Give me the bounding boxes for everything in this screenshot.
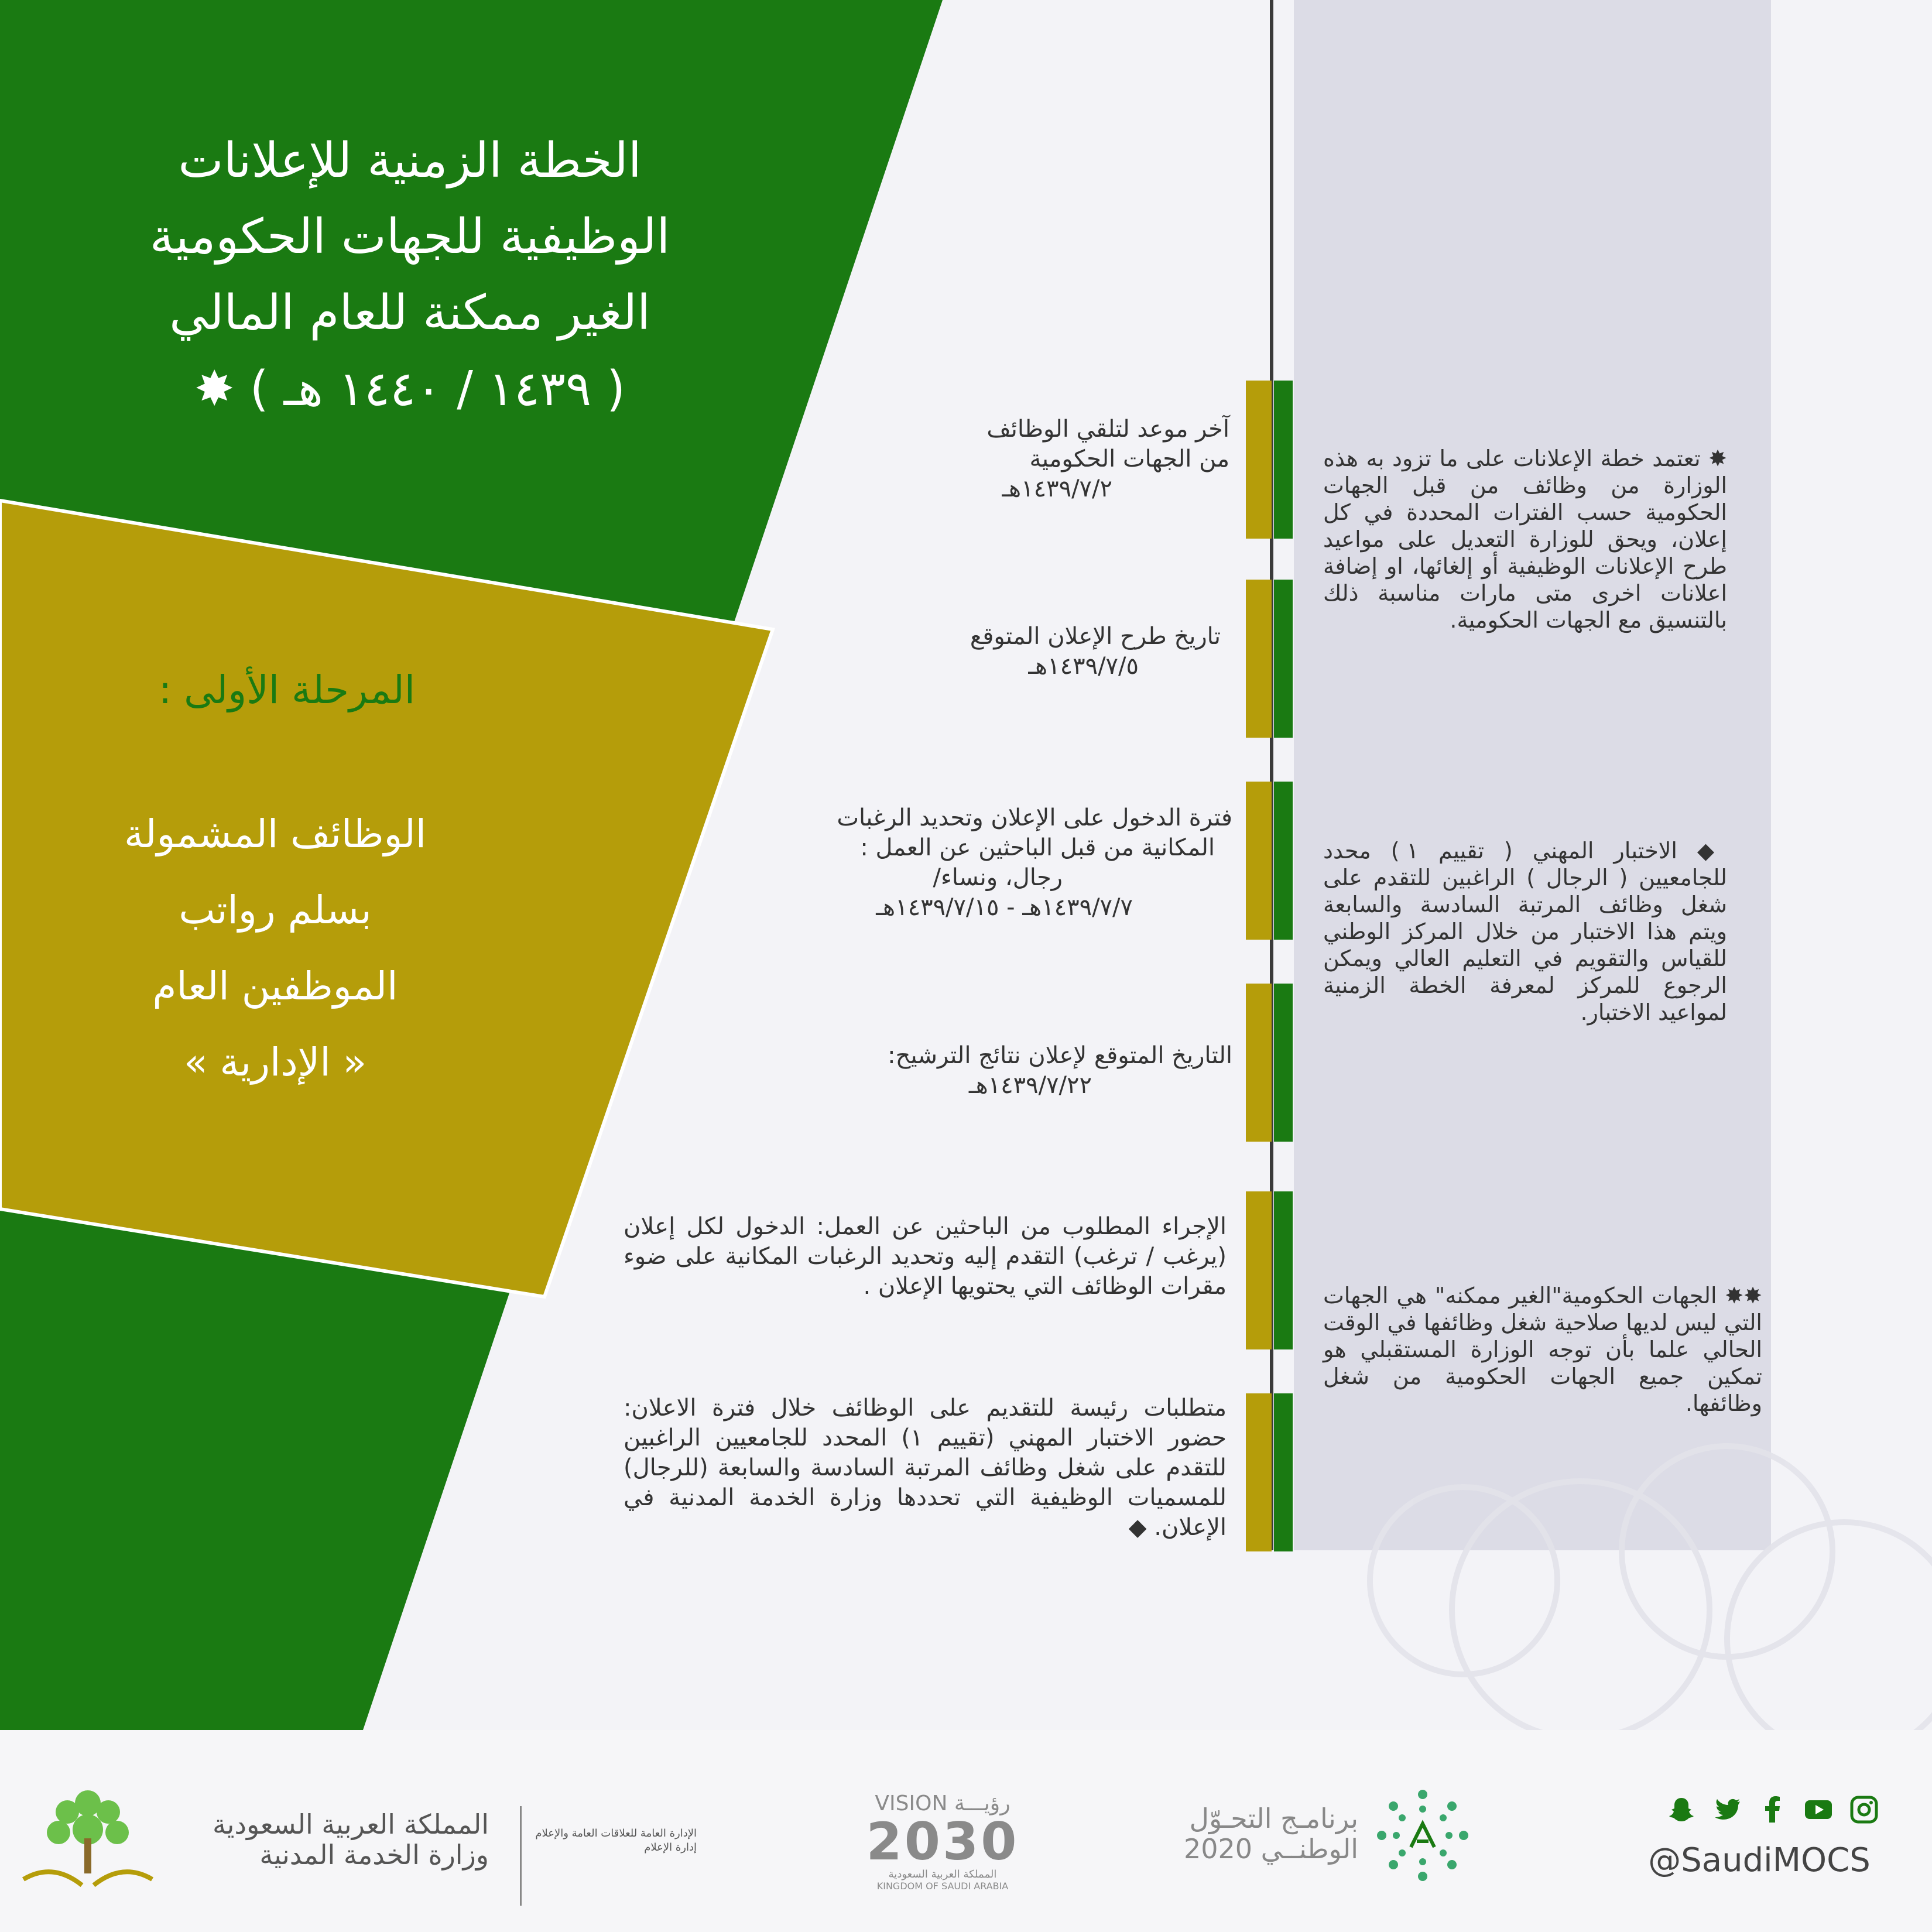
social-handle[interactable]: @SaudiMOCS	[1648, 1841, 1871, 1879]
timeline-marker	[1274, 580, 1293, 738]
phase-label: المرحلة الأولى :	[158, 667, 416, 712]
fiscal-year: ( ١٤٣٩ / ١٤٤٠ هـ )	[249, 361, 626, 417]
timeline-marker	[1274, 1393, 1293, 1551]
step-text: من الجهات الحكومية	[1029, 446, 1229, 472]
program-title	[1165, 1803, 1358, 1864]
timeline-marker	[1274, 984, 1293, 1142]
step-date: ١٤٣٩/٧/٧هـ - ١٤٣٩/٧/١٥هـ	[876, 894, 1133, 921]
vision-en: VISION	[875, 1791, 948, 1815]
step-text: التاريخ المتوقع لإعلان نتائج الترشيح:	[888, 1042, 1232, 1069]
note-plan: ✸ تعتمد خطة الإعلانات على ما تزود به هذه الوزارة من وظائف من قبل الجهات الحكومية حسب الفترات المحددة في كل إعلان، ويحق للوزارة التعديل على مواعيد طرح الإعلانات الوظيفية أو إلغائها، او إضافة اعلانات اخرى متى مارات مناسبة ذلك بالتنسيق مع الجهات الحكومية.	[1323, 446, 1727, 633]
timeline-step	[703, 803, 1232, 923]
ministry-line: المملكة العربية السعودية	[213, 1808, 489, 1840]
phase-line-2: بسلم رواتب	[179, 888, 372, 933]
department-line: الإدارة العامة للعلاقات العامة والإعلام	[535, 1827, 697, 1839]
program-line: برنامـج التحـوّل	[1189, 1803, 1358, 1834]
title-line-4	[88, 351, 732, 427]
step-date: ١٤٣٩/٧/٢هـ	[1002, 475, 1112, 502]
timeline-marker	[1246, 1191, 1272, 1349]
timeline-marker	[1246, 1393, 1272, 1551]
department-line: إدارة الإعلام	[644, 1841, 697, 1854]
phase-line-1: الوظائف المشمولة	[124, 811, 427, 857]
phase-line-3: الموظفين العام	[152, 964, 398, 1009]
title-line-3: الغير ممكنة للعام المالي	[169, 285, 650, 341]
step-date: ١٤٣٩/٧/٢٢هـ	[968, 1072, 1092, 1099]
timeline-marker	[1274, 1191, 1293, 1349]
title-line-1: الخطة الزمنية للإعلانات	[178, 133, 642, 189]
step-text: فترة الدخول على الإعلان وتحديد الرغبات	[837, 804, 1232, 831]
timeline-step: الإجراء المطلوب من الباحثين عن العمل: الدخول لكل إعلان (يرغب / ترغب) التقدم إليه وتحديد الرغبات المكانية على ضوء مقرات الوظائف التي يحتويها الإعلان .	[624, 1213, 1227, 1300]
timeline-marker	[1274, 782, 1293, 940]
ministry-line: وزارة الخدمة المدنية	[259, 1839, 489, 1871]
timeline-marker	[1246, 381, 1272, 539]
main-title	[88, 123, 732, 427]
facebook-icon[interactable]	[1758, 1794, 1788, 1825]
timeline-marker	[1246, 580, 1272, 738]
snapchat-icon[interactable]	[1666, 1794, 1697, 1825]
note-entities: ✸✸ الجهات الحكومية"الغير ممكنه" هي الجهات التي ليس لديها صلاحية شغل وظائفها في الوقت الحالي علما بأن توجه الوزارة المستقبلي هو تمكين جميع الجهات الحكومية من شغل وظائفها.	[1323, 1283, 1762, 1416]
timeline-step: متطلبات رئيسة للتقديم على الوظائف خلال فترة الاعلان: حضور الاختبار المهني (تقييم ١) المحدد للجامعيين الراغبين للتقدم على شغل وظائف المرتبة السادسة والسابعة (للرجال) للمسميات الوظيفية التي تحددها وزارة الخدمة المدنية في الإعلان. ◆	[624, 1395, 1227, 1541]
step-text: تاريخ طرح الإعلان المتوقع	[970, 623, 1221, 650]
timeline-marker	[1246, 782, 1272, 940]
timeline-step	[761, 1041, 1232, 1101]
step-text: رجال، ونساء/	[933, 864, 1063, 891]
department-label	[527, 1827, 697, 1855]
twitter-icon[interactable]	[1712, 1794, 1742, 1825]
youtube-icon[interactable]	[1803, 1794, 1834, 1825]
transformation-program-logo	[1370, 1783, 1475, 1888]
vision-sub-ar: المملكة العربية السعودية	[888, 1868, 997, 1880]
step-text: آخر موعد لتلقي الوظائف	[986, 416, 1229, 443]
vision-sub-en: KINGDOM OF SAUDI ARABIA	[876, 1880, 1009, 1892]
footer-divider	[520, 1806, 522, 1906]
title-line-2: الوظيفية للجهات الحكومية	[149, 209, 670, 265]
phase-body	[64, 796, 486, 1101]
step-date: ١٤٣٩/٧/٥هـ	[1028, 653, 1139, 680]
note-exam: ◆ الاختبار المهني ( تقييم ١ ) محدد للجامعيين ( الرجال ) الراغبين للتقدم على شغل وظائف المرتبة السادسة والسابعة ويتم هذا الاختبار من خلال المركز الوطني للقياس والتقويم في التعليم العالي ويمكن الرجوع للمركز لمعرفة الخطة الزمنية لمواعيد الاختبار.	[1323, 838, 1727, 1025]
social-icons	[1657, 1794, 1879, 1830]
phase-line-4: « الإدارية »	[183, 1040, 367, 1085]
timeline-step	[849, 622, 1221, 681]
timeline-marker	[1246, 984, 1272, 1142]
instagram-icon[interactable]	[1849, 1794, 1879, 1825]
ministry-logo	[12, 1780, 164, 1903]
timeline-marker	[1274, 381, 1293, 539]
vision-2030-logo	[849, 1791, 1036, 1892]
ministry-title	[170, 1809, 489, 1870]
vision-year: 2030	[866, 1811, 1019, 1872]
vision-ar: رؤيـــة	[954, 1791, 1010, 1815]
program-line: الوطنــي 2020	[1183, 1833, 1358, 1865]
timeline-step	[849, 415, 1229, 504]
footer	[0, 1730, 1932, 1932]
star-icon: ✸	[194, 361, 235, 417]
step-text: المكانية من قبل الباحثين عن العمل :	[860, 834, 1215, 861]
